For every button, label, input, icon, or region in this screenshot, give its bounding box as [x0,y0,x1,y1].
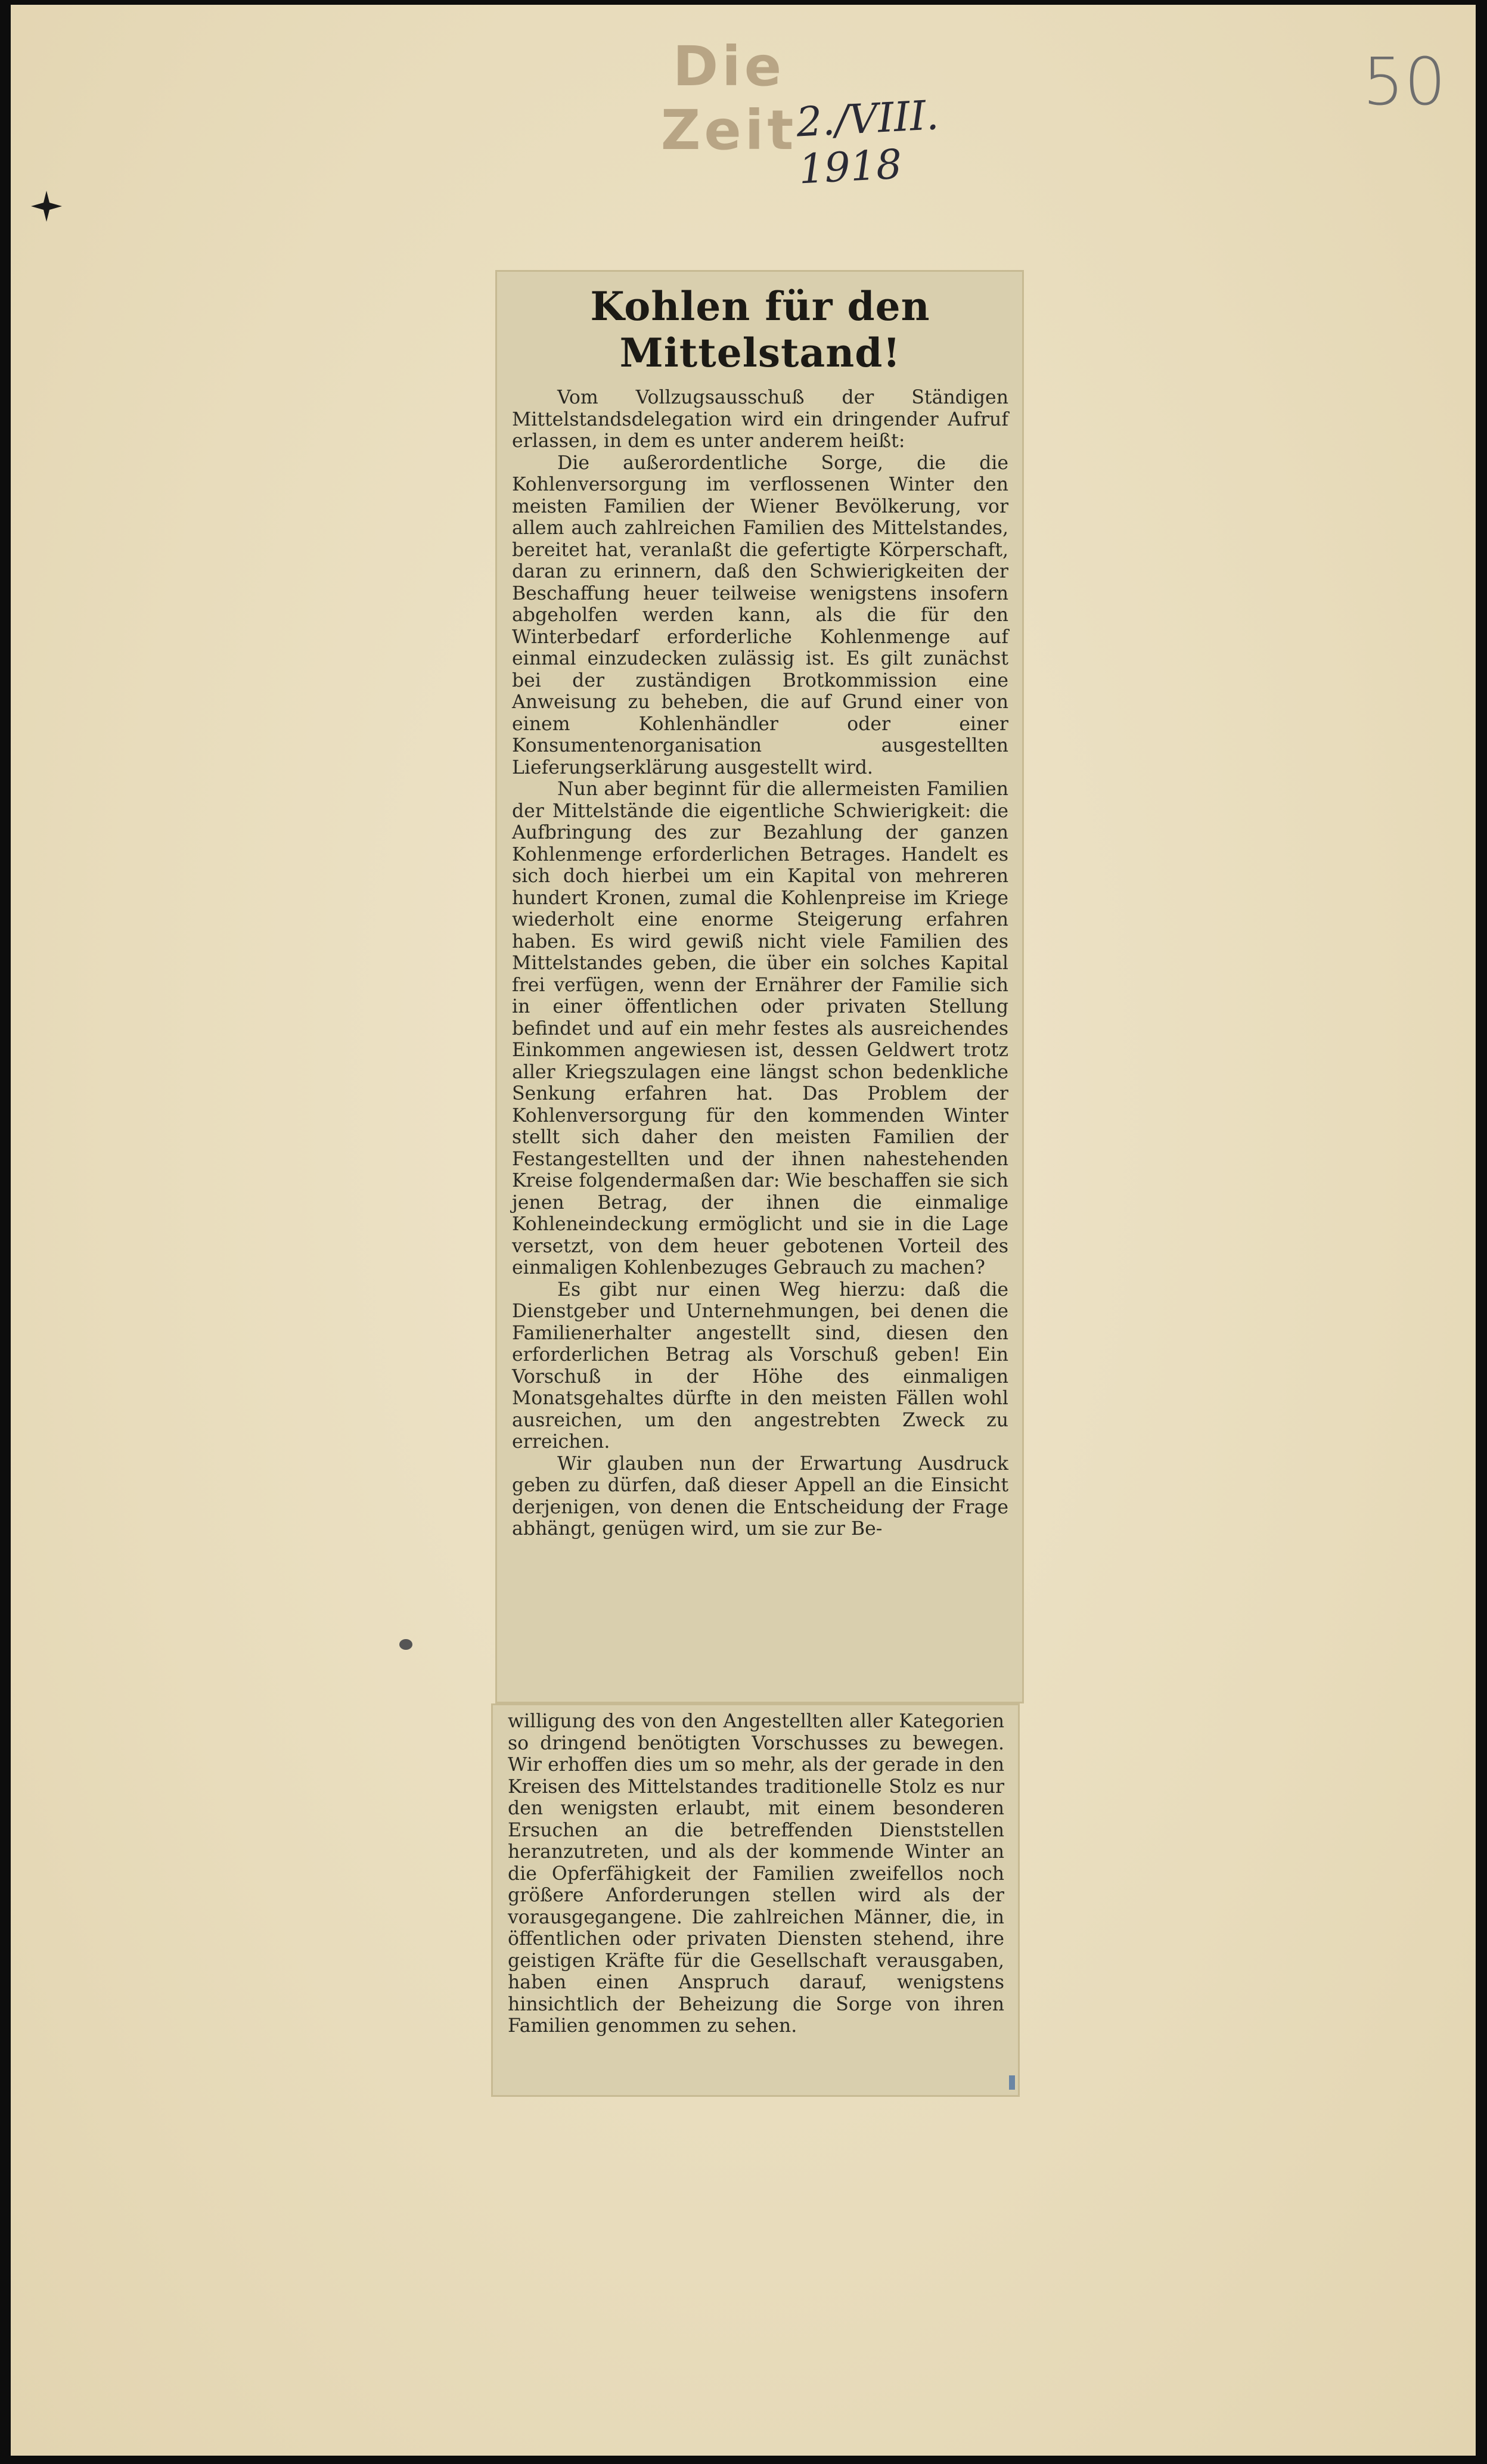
ink-spot [399,1639,412,1650]
handwritten-date: 2./VIII. 1918 [795,92,940,194]
article-continuation: willigung des von den Angestellten aller Kategorien so dringend benötigten Vorschusses zu bewegen. Wir erhoffen dies um so mehr, als der gerade in den Kreisen des Mittelstandes traditionelle Stolz es nur den wenigsten erlaubt, mit einem besonderen Ersuchen an die betreffenden Dienststellen heranzutreten, und als der kommende Winter an die Opferfähigkeit der Familien zweifellos noch größere Anforderungen stellen wird als der vorausgegangene. Die zahlreichen Männer, die, in öffentlichen oder privaten Diensten stehend, ihre geistigen Kräfte für die Gesellschaft verausgaben, haben einen Anspruch darauf, wenigstens hinsichtlich der Beheizung die Sorge von ihren Familien genommen zu sehen. [508,1711,1004,2037]
article-headline: Kohlen für den Mittelstand! [590,283,930,376]
article-paragraph: Nun aber beginnt für die allermeisten Familien der Mittelstände die eigentliche Schwierigkeit: die Aufbringung des zur Bezahlung der ganzen Kohlenmenge erforderlichen Betrages. Handelt es sich doch hierbei um ein Kapital von mehreren hundert Kronen, zumal die Kohlenpreise im Kriege wiederholt eine enorme Steigerung erfahren haben. Es wird gewiß nicht viele Familien des Mittelstandes geben, die über ein solches Kapital frei verfügen, wenn der Ernährer der Familie sich in einer öffentlichen oder privaten Stellung befindet und auf ein mehr festes als ausreichendes Einkommen angewiesen ist, dessen Geldwert trotz aller Kriegszulagen eine längst schon bedenkliche Senkung erfahren hat. Das Problem der Kohlenversorgung für den kommenden Winter stellt sich daher den meisten Familien der Festangestellten und der ihnen nahestehenden Kreise folgendermaßen dar: Wie beschaffen sie sich jenen Betrag, der ihnen die einmalige Kohleneindeckung ermöglicht und sie in die Lage versetzt, von dem heuer gebotenen Vorteil des einmaligen Kohlenbezuges Gebrauch zu machen? [512,778,1008,1278]
article-paragraph: Wir glauben nun der Erwartung Ausdruck geben zu dürfen, daß dieser Appell an die Einsicht derjenigen, von denen die Entscheidung der Frage abhängt, genügen wird, um sie zur Be- [512,1453,1008,1540]
article-paragraph: Es gibt nur einen Weg hierzu: daß die Dienstgeber und Unternehmungen, bei denen die Familienerhalter angestellt sind, diesen den erforderlichen Betrag als Vorschuß geben! Ein Vorschuß in der Höhe des einmaligen Monatsgehaltes dürfte in den meisten Fällen wohl ausreichen, um den angestrebten Zweck zu erreichen. [512,1278,1008,1453]
article-paragraph: Vom Vollzugsausschuß der Ständigen Mittelstandsdelegation wird ein dringender Aufruf erlassen, in dem es unter anderem heißt: [512,387,1008,452]
archive-sheet [11,5,1476,2456]
newspaper-clipping-bottom [491,1703,1020,2097]
newspaper-clipping-top [495,270,1024,1703]
blue-edge-mark [1009,2075,1015,2090]
pin-hole-icon [29,188,64,224]
article-paragraph: Die außerordentliche Sorge, die die Kohlenversorgung im verflossenen Winter den meisten Familien der Wiener Bevölkerung, vor allem auch zahlreichen Familien des Mittelstandes, bereitet hat, veranlaßt die gefertigte Körperschaft, daran zu erinnern, daß den Schwierigkeiten der Beschaffung heuer teilweise wenigstens insofern abgeholfen werden kann, als die für den Winterbedarf erforderliche Kohlenmenge auf einmal einzudecken zulässig ist. Es gilt zunächst bei der zuständigen Brotkommission eine Anweisung zu beheben, die auf Grund einer von einem Kohlenhändler oder einer Konsumentenorganisation ausgestellten Lieferungserklärung ausgestellt wird. [512,452,1008,778]
page-number: 50 [1362,44,1446,120]
source-stamp: Die Zeit [660,35,797,162]
